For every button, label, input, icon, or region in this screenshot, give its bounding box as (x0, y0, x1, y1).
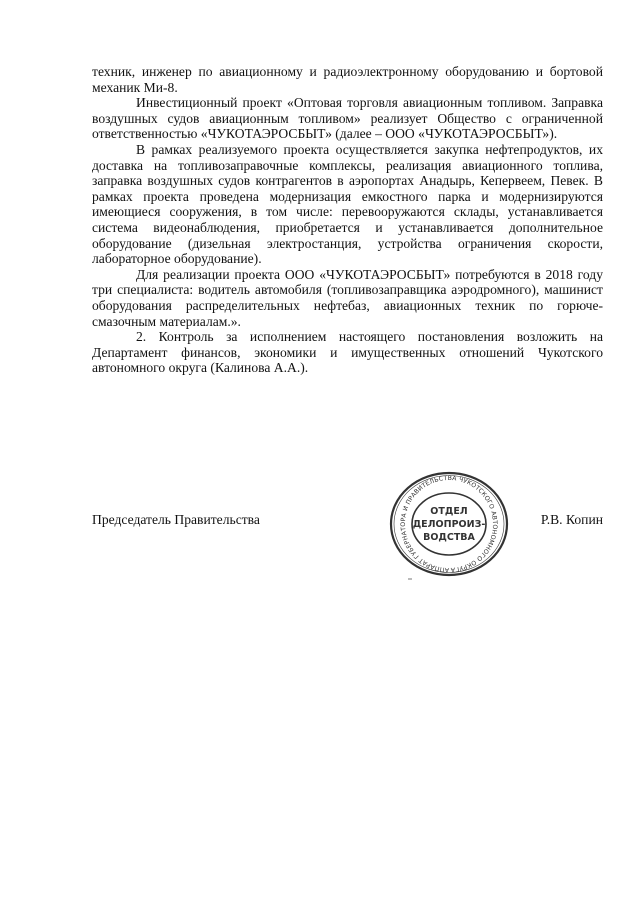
paragraph-specialists: Для реализации проекта ООО «ЧУКОТАЭРОСБЫТ» потребуются в 2018 году три специалиста: водитель автомобиля (топливозаправщика аэродромного), машинист оборудования распределительных нефтебаз, авиационных техник по горюче-смазочным материалам.». (92, 266, 603, 329)
stamp-ring-text: АППАРАТ ГУБЕРНАТОРА И ПРАВИТЕЛЬСТВА ЧУКОТСКОГО АВТОНОМНОГО ОКРУГА (399, 474, 499, 574)
paragraph-investment-project: Инвестиционный проект «Оптовая торговля авиационным топливом. Заправка воздушных судов авиационным топливом» реализует Общество с ограниченной ответственностью «ЧУКОТАЭРОСБЫТ» (далее – ООО «ЧУКОТАЭРОСБЫТ»). (92, 95, 603, 142)
signature-row (92, 512, 603, 530)
stamp-ink-speck (408, 578, 412, 580)
stamp-center-line-3: ВОДСТВА (423, 532, 475, 543)
paragraph-control-clause: 2. Контроль за исполнением настоящего постановления возложить на Департамент финансов, экономики и имущественных отношений Чукотского автономного округа (Калинова А.А.). (92, 329, 603, 376)
official-stamp-icon (386, 468, 512, 580)
stamp-center-line-2: ДЕЛОПРОИЗ- (412, 519, 486, 530)
stamp-center-line-1: ОТДЕЛ (430, 506, 468, 517)
signatory-position: Председатель Правительства (92, 512, 260, 527)
signatory-name: Р.В. Копин (540, 512, 603, 527)
paragraph-continuation: техник, инженер по авиационному и радиоэлектронному оборудованию и бортовой механик Ми-8. (92, 64, 603, 95)
paragraph-project-scope: В рамках реализуемого проекта осуществляется закупка нефтепродуктов, их доставка на топливозаправочные комплексы, реализация авиационного топлива, заправка воздушных судов контрагентов в аэропортах Анадырь, Кепервеем, Певек. В рамках проекта проведена модернизация емкостного парка и модернизируются имеющиеся сооружения, в том числе: перевооружаются склады, устанавливается система видеонаблюдения, приобретается и устанавливается дополнительное оборудование (дизельная электростанция, устройства ограничения скорости, лабораторное оборудование). (92, 141, 603, 267)
document-body (92, 64, 603, 376)
